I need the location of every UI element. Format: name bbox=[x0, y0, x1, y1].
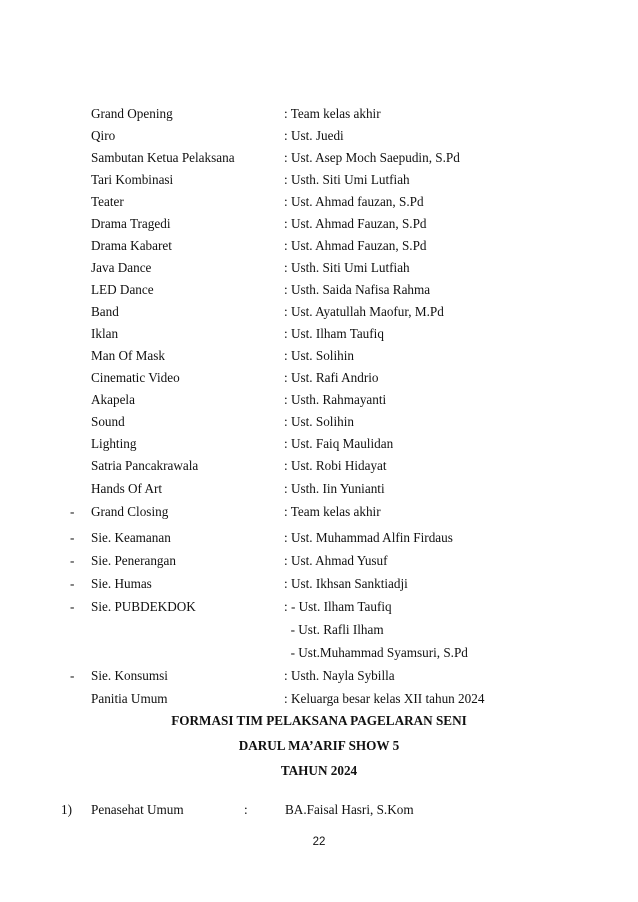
heading-title: FORMASI TIM PELAKSANA PAGELARAN SENI bbox=[171, 713, 467, 728]
row-value: : Ust. Solihin bbox=[284, 414, 354, 429]
heading-year: TAHUN 2024 bbox=[280, 763, 358, 778]
program-row bbox=[0, 126, 638, 146]
program-row bbox=[0, 148, 638, 168]
program-row bbox=[0, 412, 638, 432]
row-label: Band bbox=[91, 304, 119, 319]
row-value: : Ust. Ahmad Yusuf bbox=[284, 553, 388, 568]
row-value: : Keluarga besar kelas XII tahun 2024 bbox=[284, 691, 485, 706]
row-value: : Team kelas akhir bbox=[284, 504, 381, 519]
row-label: LED Dance bbox=[91, 282, 154, 297]
row-label: Iklan bbox=[91, 326, 119, 341]
row-bullet: - bbox=[70, 553, 75, 568]
row-label: Panitia Umum bbox=[91, 691, 168, 706]
row-value: : Ust. Faiq Maulidan bbox=[284, 436, 394, 451]
row-label: Cinematic Video bbox=[91, 370, 180, 385]
row-label: Java Dance bbox=[91, 260, 152, 275]
program-row bbox=[0, 479, 638, 499]
row-label: Lighting bbox=[91, 436, 137, 451]
program-row bbox=[0, 666, 638, 686]
row-label: Sie. Penerangan bbox=[91, 553, 176, 568]
row-value: : Ust. Asep Moch Saepudin, S.Pd bbox=[284, 150, 460, 165]
row-bullet: - bbox=[70, 668, 75, 683]
program-row bbox=[0, 597, 638, 617]
program-row bbox=[0, 528, 638, 548]
row-bullet: - bbox=[70, 530, 75, 545]
row-label: Drama Tragedi bbox=[91, 216, 171, 231]
program-row bbox=[0, 214, 638, 234]
row-value: : Ust. Ikhsan Sanktiadji bbox=[284, 576, 408, 591]
program-row bbox=[0, 258, 638, 278]
program-row bbox=[0, 346, 638, 366]
row-label: Qiro bbox=[91, 128, 116, 143]
program-row bbox=[0, 456, 638, 476]
program-row bbox=[0, 170, 638, 190]
item-colon: : bbox=[244, 802, 248, 817]
row-value: : Usth. Iin Yunianti bbox=[284, 481, 385, 496]
program-row bbox=[0, 236, 638, 256]
row-label: Sie. Keamanan bbox=[91, 530, 171, 545]
row-value: : Team kelas akhir bbox=[284, 106, 381, 121]
row-value: : Ust. Ahmad Fauzan, S.Pd bbox=[284, 216, 427, 231]
row-bullet: - bbox=[70, 599, 75, 614]
row-value: : Ust. Rafi Andrio bbox=[284, 370, 379, 385]
row-value: : Ust. Ahmad Fauzan, S.Pd bbox=[284, 238, 427, 253]
row-value: : Usth. Nayla Sybilla bbox=[284, 668, 395, 683]
row-value: : Usth. Siti Umi Lutfiah bbox=[284, 260, 410, 275]
item-number: 1) bbox=[61, 802, 72, 817]
program-row bbox=[0, 620, 638, 640]
row-value: : Ust. Juedi bbox=[284, 128, 344, 143]
numbered-item-row bbox=[0, 800, 638, 820]
row-value: - Ust.Muhammad Syamsuri, S.Pd bbox=[284, 645, 468, 660]
row-bullet: - bbox=[70, 504, 75, 519]
row-value: : Usth. Saida Nafisa Rahma bbox=[284, 282, 431, 297]
row-value: : Ust. Ahmad fauzan, S.Pd bbox=[284, 194, 424, 209]
row-value: : Ust. Muhammad Alfin Firdaus bbox=[284, 530, 453, 545]
row-label: Hands Of Art bbox=[91, 481, 163, 496]
program-row bbox=[0, 324, 638, 344]
row-label: Man Of Mask bbox=[91, 348, 165, 363]
row-label: Akapela bbox=[91, 392, 135, 407]
row-label: Grand Opening bbox=[91, 106, 173, 121]
row-label: Sie. Konsumsi bbox=[91, 668, 168, 683]
row-value: : Ust. Ayatullah Maofur, M.Pd bbox=[284, 304, 444, 319]
row-value: : Ust. Robi Hidayat bbox=[284, 458, 387, 473]
row-label: Sambutan Ketua Pelaksana bbox=[91, 150, 235, 165]
row-value: : Ust. Solihin bbox=[284, 348, 354, 363]
program-row bbox=[0, 280, 638, 300]
row-label: Tari Kombinasi bbox=[91, 172, 174, 187]
program-row bbox=[0, 368, 638, 388]
heading-event-name: DARUL MA’ARIF SHOW 5 bbox=[238, 738, 400, 753]
program-row bbox=[0, 192, 638, 212]
row-value: : Usth. Siti Umi Lutfiah bbox=[284, 172, 410, 187]
program-row bbox=[0, 434, 638, 454]
row-label: Drama Kabaret bbox=[91, 238, 172, 253]
program-row bbox=[0, 390, 638, 410]
row-bullet: - bbox=[70, 576, 75, 591]
item-label: Penasehat Umum bbox=[91, 802, 184, 817]
program-row bbox=[0, 643, 638, 663]
program-row bbox=[0, 502, 638, 522]
row-value: - Ust. Rafli Ilham bbox=[284, 622, 384, 637]
row-value: : - Ust. Ilham Taufiq bbox=[284, 599, 392, 614]
row-value: : Usth. Rahmayanti bbox=[284, 392, 387, 407]
item-value: BA.Faisal Hasri, S.Kom bbox=[285, 802, 414, 817]
row-label: Sie. PUBDEKDOK bbox=[91, 599, 196, 614]
row-label: Teater bbox=[91, 194, 124, 209]
row-value: : Ust. Ilham Taufiq bbox=[284, 326, 384, 341]
page-number: 22 bbox=[312, 836, 326, 848]
program-row bbox=[0, 104, 638, 124]
row-label: Sound bbox=[91, 414, 125, 429]
row-label: Satria Pancakrawala bbox=[91, 458, 199, 473]
program-row bbox=[0, 574, 638, 594]
program-row bbox=[0, 302, 638, 322]
row-label: Sie. Humas bbox=[91, 576, 152, 591]
program-row bbox=[0, 689, 638, 709]
row-label: Grand Closing bbox=[91, 504, 169, 519]
program-row bbox=[0, 551, 638, 571]
